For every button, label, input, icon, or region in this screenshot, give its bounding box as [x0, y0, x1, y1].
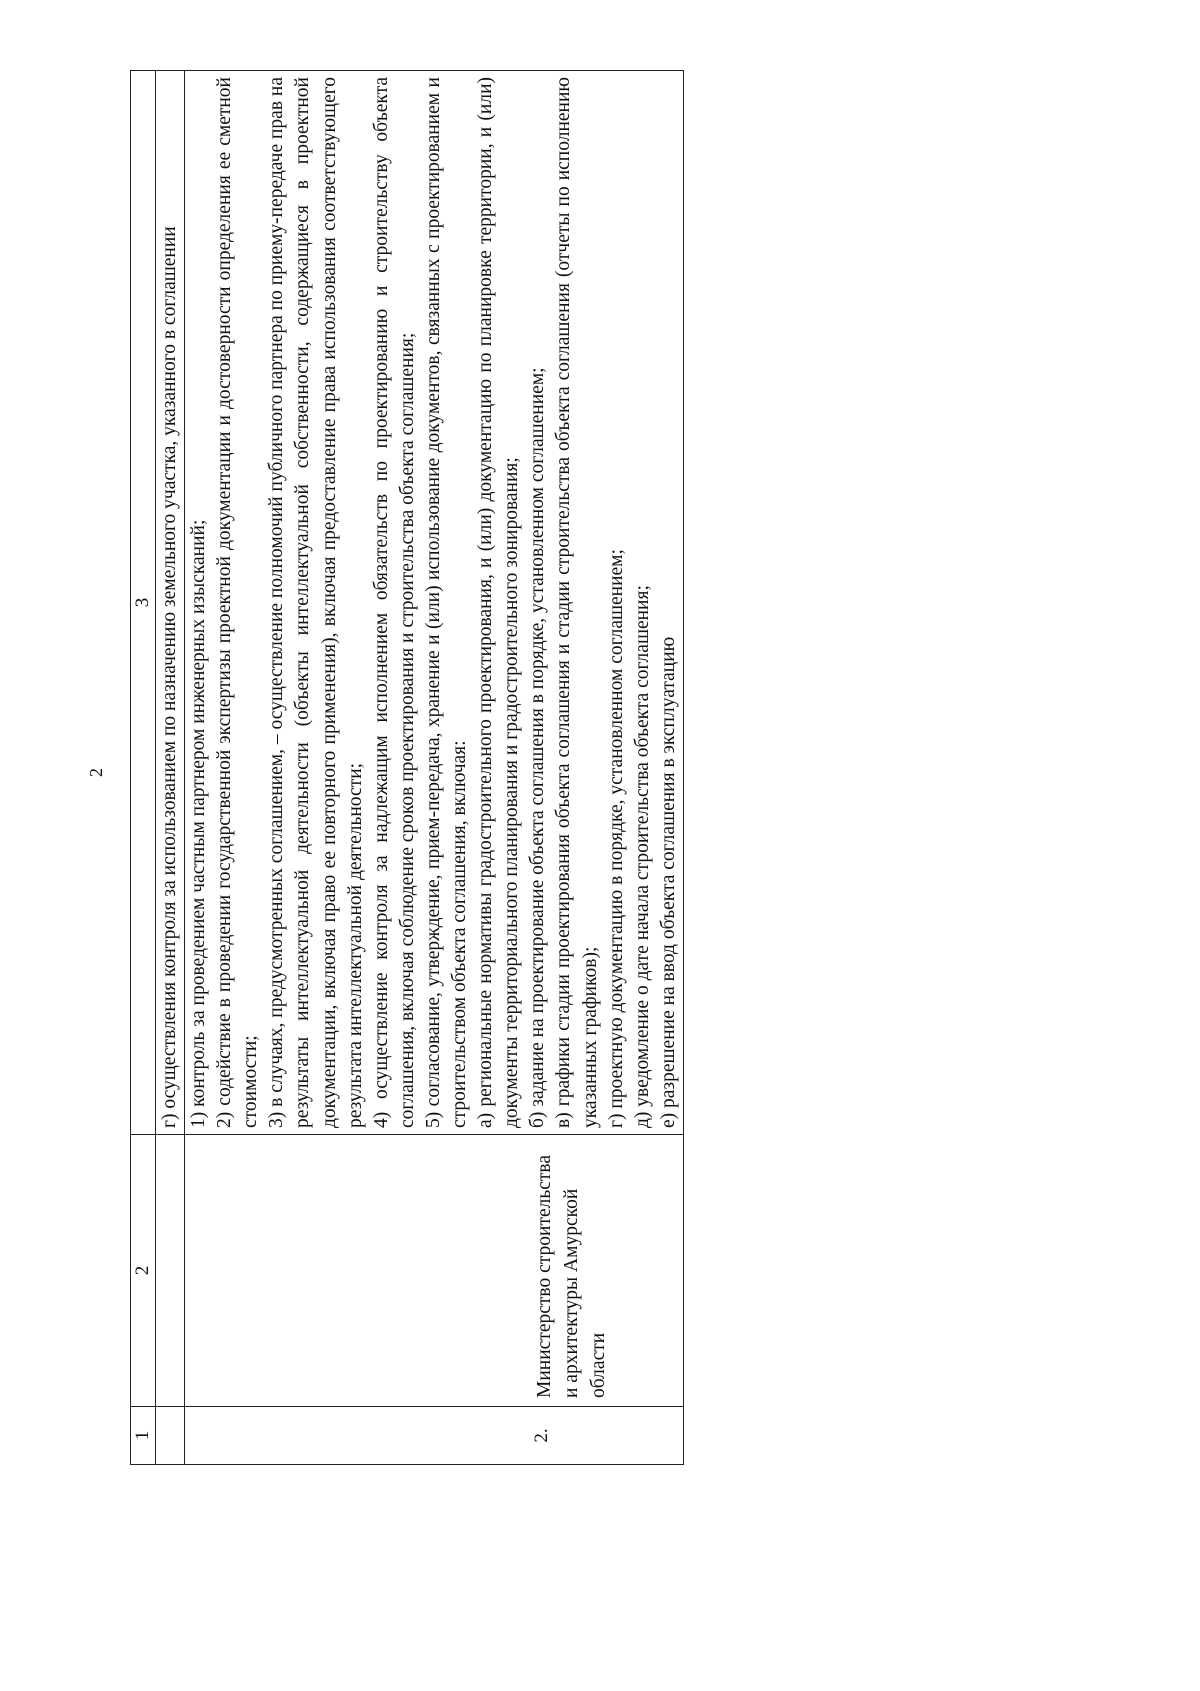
table-header-row — [131, 71, 156, 1465]
duty-item: 3) в случаях, предусмотренных соглашением, – осуществление полномочий публичного партнера по приему-передаче прав на результаты интеллектуальной деятельности (объекты интеллектуальной собственности, содержащиеся в проектной документации, включая право ее повторного применения), включая предоставление права использования соответствующего результата интеллектуальной деятельности; — [266, 77, 366, 1128]
duties-cell — [185, 71, 684, 1135]
duty-subitem: в) графики стадии проектирования объекта соглашения и стадии строительства объекта соглашения (отчеты по исполнению указанных графиков); — [553, 77, 601, 1128]
organization-name: Министерство строительства и архитектуры Амурской области — [534, 1154, 610, 1398]
continued-text-cell — [156, 71, 185, 1135]
header-col-3: 3 — [131, 71, 156, 1135]
duty-item: 5) согласование, утверждение, прием-передача, хранение и (или) использование документов, связанных с проектированием и строительством объекта соглашения, включая: — [422, 77, 471, 1128]
duty-subitem: е) разрешение на ввод объекта соглашения в эксплуатацию — [657, 636, 679, 1128]
duty-subitem: а) региональные нормативы градостроительного проектирования, и (или) документацию по планировке территории, и (или) документы территориального планирования и градостроительного зонирования; — [475, 77, 523, 1128]
duty-item: 1) контроль за проведением частным партнером инженерных изысканий; — [188, 519, 210, 1128]
table-row-continued — [156, 71, 185, 1465]
header-col-1: 1 — [131, 1407, 156, 1465]
rotated-table-container — [130, 70, 1130, 1465]
duty-subitem: г) проектную документацию в порядке, установленном соглашением; — [605, 549, 627, 1128]
continued-item: г) осуществления контроля за использованием по назначению земельного участка, указанного в соглашении — [159, 226, 180, 1128]
duty-subitem: б) задание на проектирование объекта соглашения в порядке, установленном соглашением; — [527, 367, 549, 1128]
duty-item: 2) содействие в проведении государственной экспертизы проектной документации и достоверности определения ее сметной стоимости; — [214, 77, 262, 1128]
responsibilities-table — [130, 70, 684, 1465]
duty-item: 4) осуществление контроля за надлежащим исполнением обязательств по проектированию и строительству объекта соглашения, включая соблюдение сроков проектирования и строительства объекта соглашения; — [370, 77, 418, 1128]
table-row-2 — [185, 71, 684, 1465]
row-number: 2. — [531, 1428, 553, 1443]
continued-num-cell — [156, 1407, 185, 1465]
page-number: 2 — [86, 768, 106, 777]
header-col-2: 2 — [131, 1135, 156, 1407]
duty-subitem: д) уведомление о дате начала строительства объекта соглашения; — [631, 585, 653, 1128]
continued-org-cell — [156, 1135, 185, 1407]
